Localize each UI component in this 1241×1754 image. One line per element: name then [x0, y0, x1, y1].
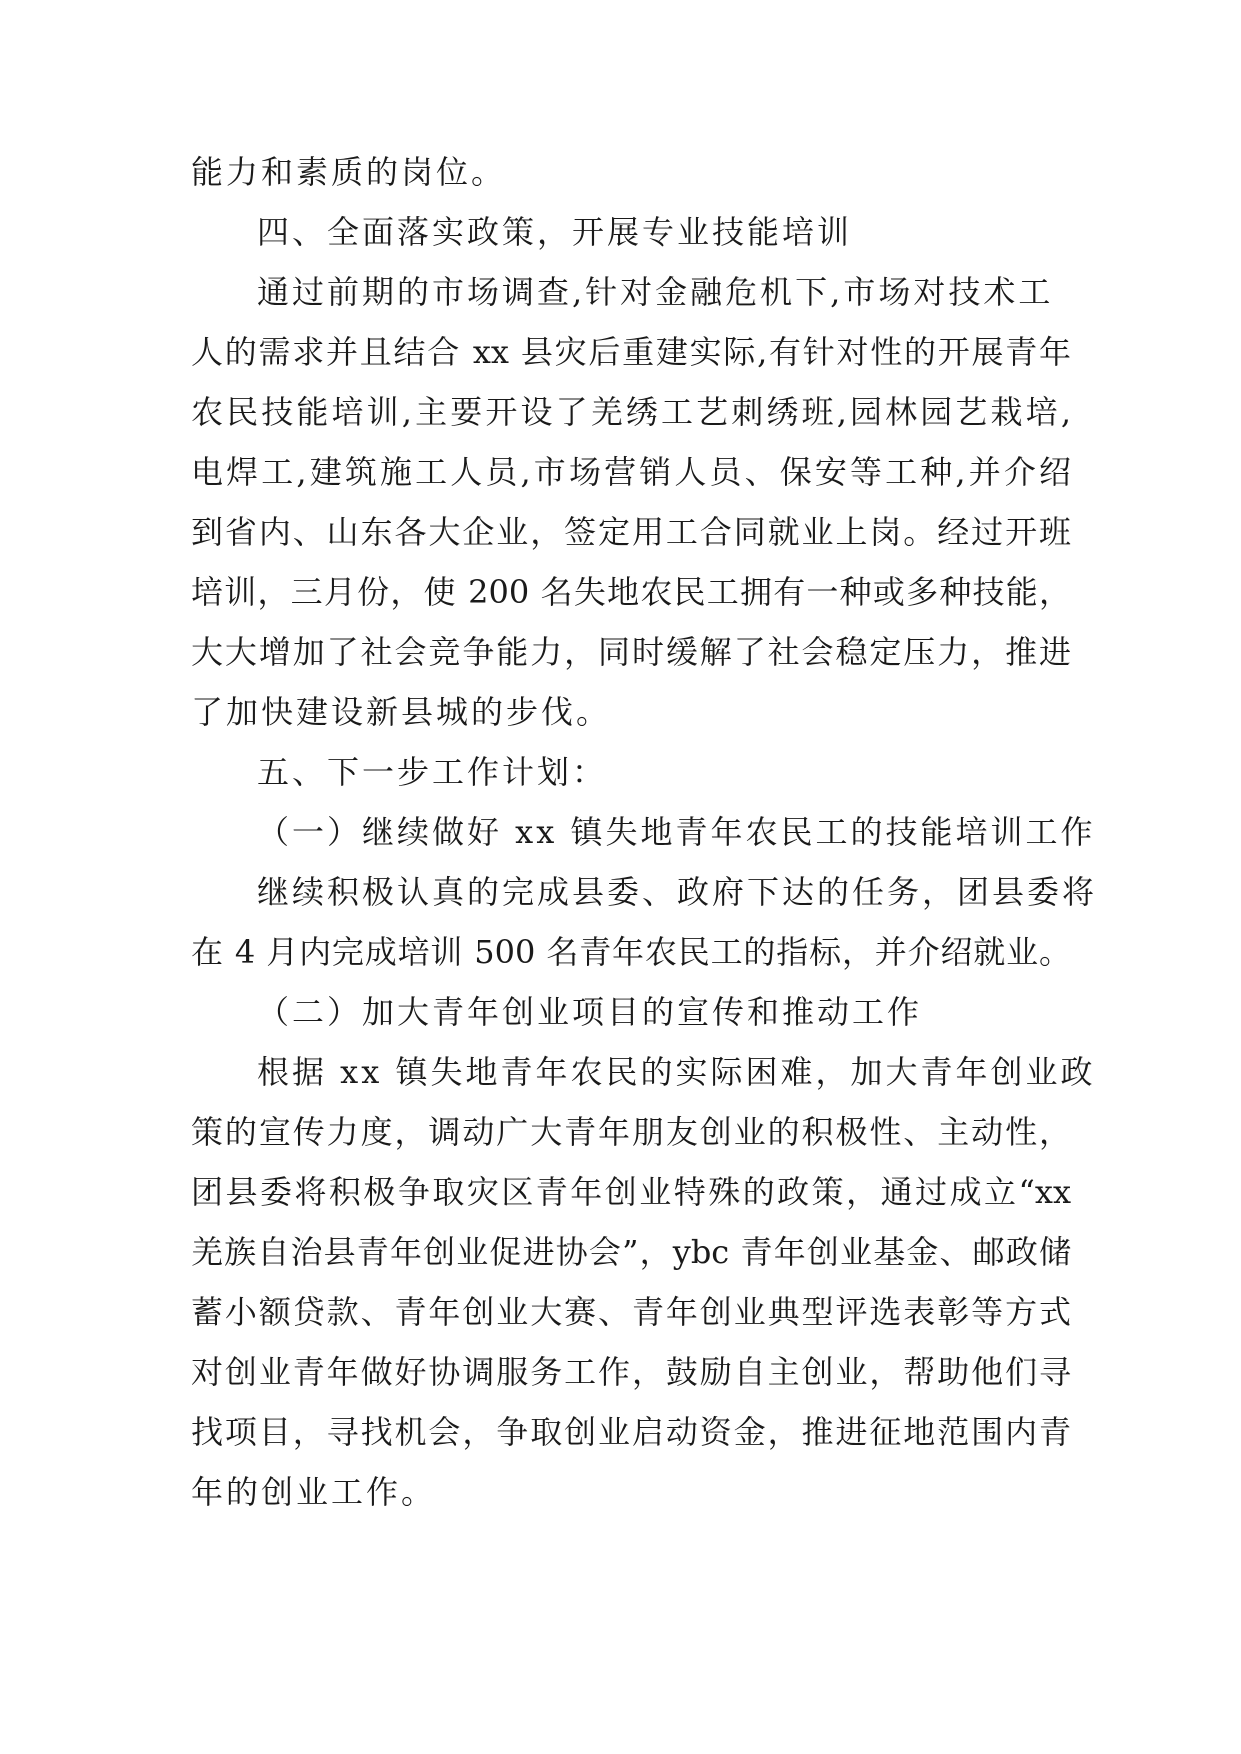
text-line: 通过前期的市场调查,针对金融危机下,市场对技术工	[257, 273, 1054, 311]
text-line: 电焊工,建筑施工人员,市场营销人员、保安等工种,并介绍	[191, 453, 1071, 491]
text-line: 策的宣传力度，调动广大青年朋友创业的积极性、主动性，	[191, 1113, 1071, 1151]
section-heading-4: 四、全面落实政策，开展专业技能培训	[257, 213, 853, 251]
text-line: 团县委将积极争取灾区青年创业特殊的政策，通过成立“xx	[191, 1173, 1071, 1211]
text-line: 培训，三月份，使 200 名失地农民工拥有一种或多种技能，	[191, 573, 1071, 611]
text-line: 继续积极认真的完成县委、政府下达的任务，团县委将	[257, 873, 1098, 911]
text-line: 农民技能培训,主要开设了羌绣工艺刺绣班,园林园艺栽培,	[191, 393, 1071, 431]
text-line: 人的需求并且结合 xx 县灾后重建实际,有针对性的开展青年	[191, 333, 1071, 371]
text-line: 到省内、山东各大企业，签定用工合同就业上岗。经过开班	[191, 513, 1071, 551]
section-heading-5: 五、下一步工作计划：	[257, 753, 608, 791]
text-line: 羌族自治县青年创业促进协会”，ybc 青年创业基金、邮政储	[191, 1233, 1071, 1271]
text-line: 对创业青年做好协调服务工作，鼓励自主创业，帮助他们寻	[191, 1353, 1071, 1391]
subsection-heading-1: （一）继续做好 xx 镇失地青年农民工的技能培训工作	[257, 813, 1096, 851]
subsection-heading-2: （二）加大青年创业项目的宣传和推动工作	[257, 993, 923, 1031]
text-line: 了加快建设新县城的步伐。	[191, 693, 612, 731]
text-line: 找项目，寻找机会，争取创业启动资金，推进征地范围内青	[191, 1413, 1071, 1451]
text-line: 蓄小额贷款、青年创业大赛、青年创业典型评选表彰等方式	[191, 1293, 1071, 1331]
text-line: 根据 xx 镇失地青年农民的实际困难，加大青年创业政	[257, 1053, 1096, 1091]
text-line: 在 4 月内完成培训 500 名青年农民工的指标，并介绍就业。	[191, 933, 1071, 971]
text-line: 大大增加了社会竞争能力，同时缓解了社会稳定压力，推进	[191, 633, 1071, 671]
text-line: 能力和素质的岗位。	[191, 153, 507, 191]
text-line: 年的创业工作。	[191, 1473, 437, 1511]
